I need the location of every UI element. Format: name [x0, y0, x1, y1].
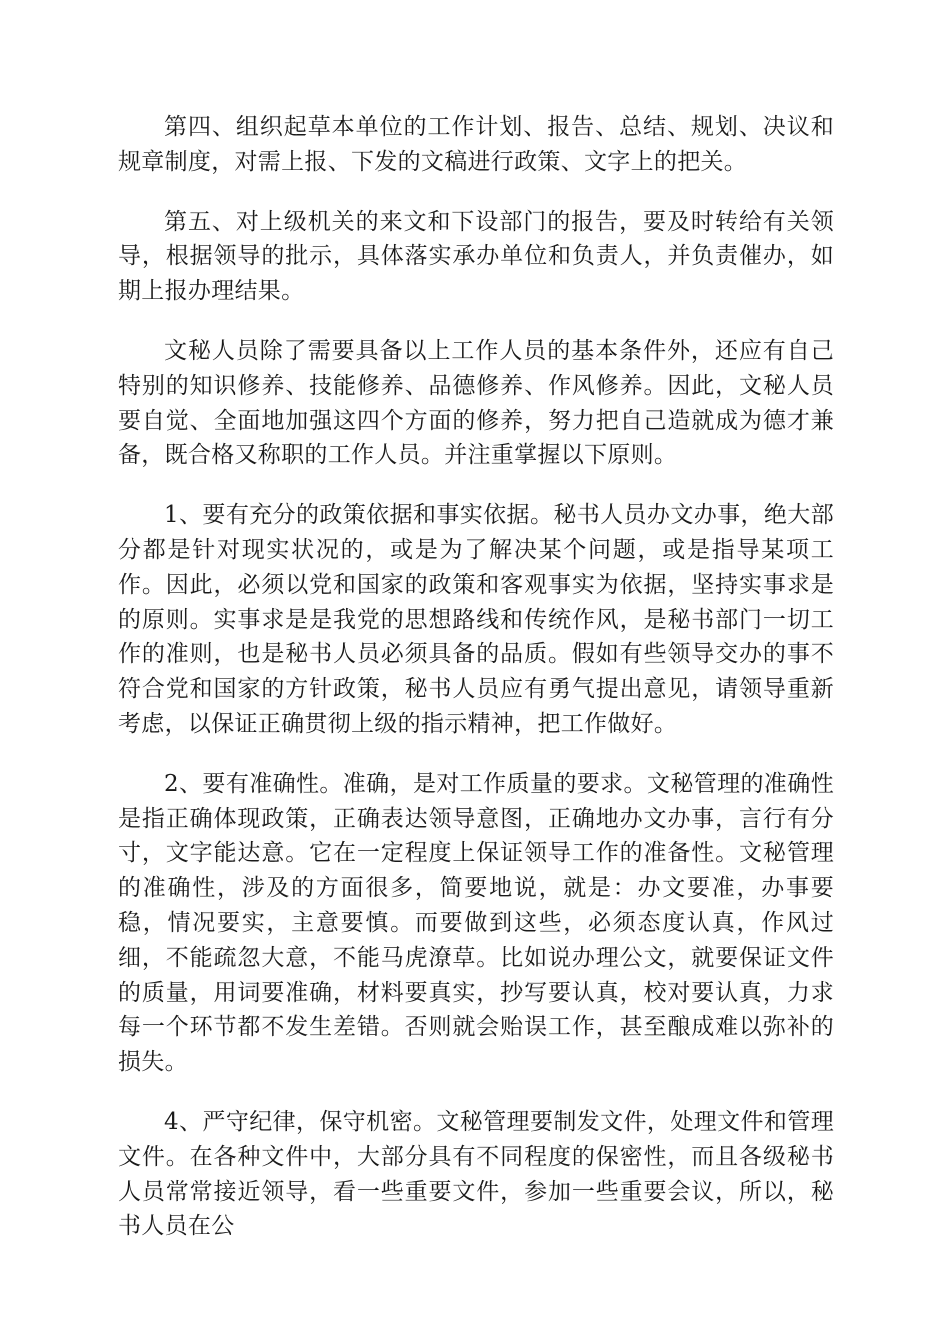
- paragraph-principle-4: 4、严守纪律，保守机密。文秘管理要制发文件，处理文件和管理文件。在各种文件中，大部分具有不同程度的保密性，而且各级秘书人员常常接近领导，看一些重要文件，参加一些重要会议，所以，秘书人员在公: [118, 1108, 834, 1240]
- paragraph-principle-1: 1、要有充分的政策依据和事实依据。秘书人员办文办事，绝大部分都是针对现实状况的，或是为了解决某个问题，或是指导某项工作。因此，必须以党和国家的政策和客观事实为依据，坚持实事求是的原则。实事求是是我党的思想路线和传统作风，是秘书部门一切工作的准则，也是秘书人员必须具备的品质。假如有些领导交办的事不符合党和国家的方针政策，秘书人员应有勇气提出意见，请领导重新考虑，以保证正确贯彻上级的指示精神，把工作做好。: [118, 502, 834, 737]
- document-page: [118, 110, 834, 1244]
- paragraph-principle-2: 2、要有准确性。准确，是对工作质量的要求。文秘管理的准确性是指正确体现政策，正确表达领导意图，正确地办文办事，言行有分寸，文字能达意。它在一定程度上保证领导工作的准备性。文秘管理的准确性，涉及的方面很多，简要地说，就是：办文要准，办事要稳，情况要实，主意要慎。而要做到这些，必须态度认真，作风过细，不能疏忽大意，不能马虎潦草。比如说办理公文，就要保证文件的质量，用词要准确，材料要真实，抄写要认真，校对要认真，力求每一个环节都不发生差错。否则就会贻误工作，甚至酿成难以弥补的损失。: [118, 770, 834, 1076]
- paragraph-duty-five: 第五、对上级机关的来文和下设部门的报告，要及时转给有关领导，根据领导的批示，具体落实承办单位和负责人，并负责催办，如期上报办理结果。: [118, 208, 834, 305]
- paragraph-duty-four: 第四、组织起草本单位的工作计划、报告、总结、规划、决议和规章制度，对需上报、下发的文稿进行政策、文字上的把关。: [118, 114, 834, 175]
- paragraph-qualifications: 文秘人员除了需要具备以上工作人员的基本条件外，还应有自己特别的知识修养、技能修养、品德修养、作风修养。因此，文秘人员要自觉、全面地加强这四个方面的修养，努力把自己造就成为德才兼备，既合格又称职的工作人员。并注重掌握以下原则。: [118, 337, 834, 469]
